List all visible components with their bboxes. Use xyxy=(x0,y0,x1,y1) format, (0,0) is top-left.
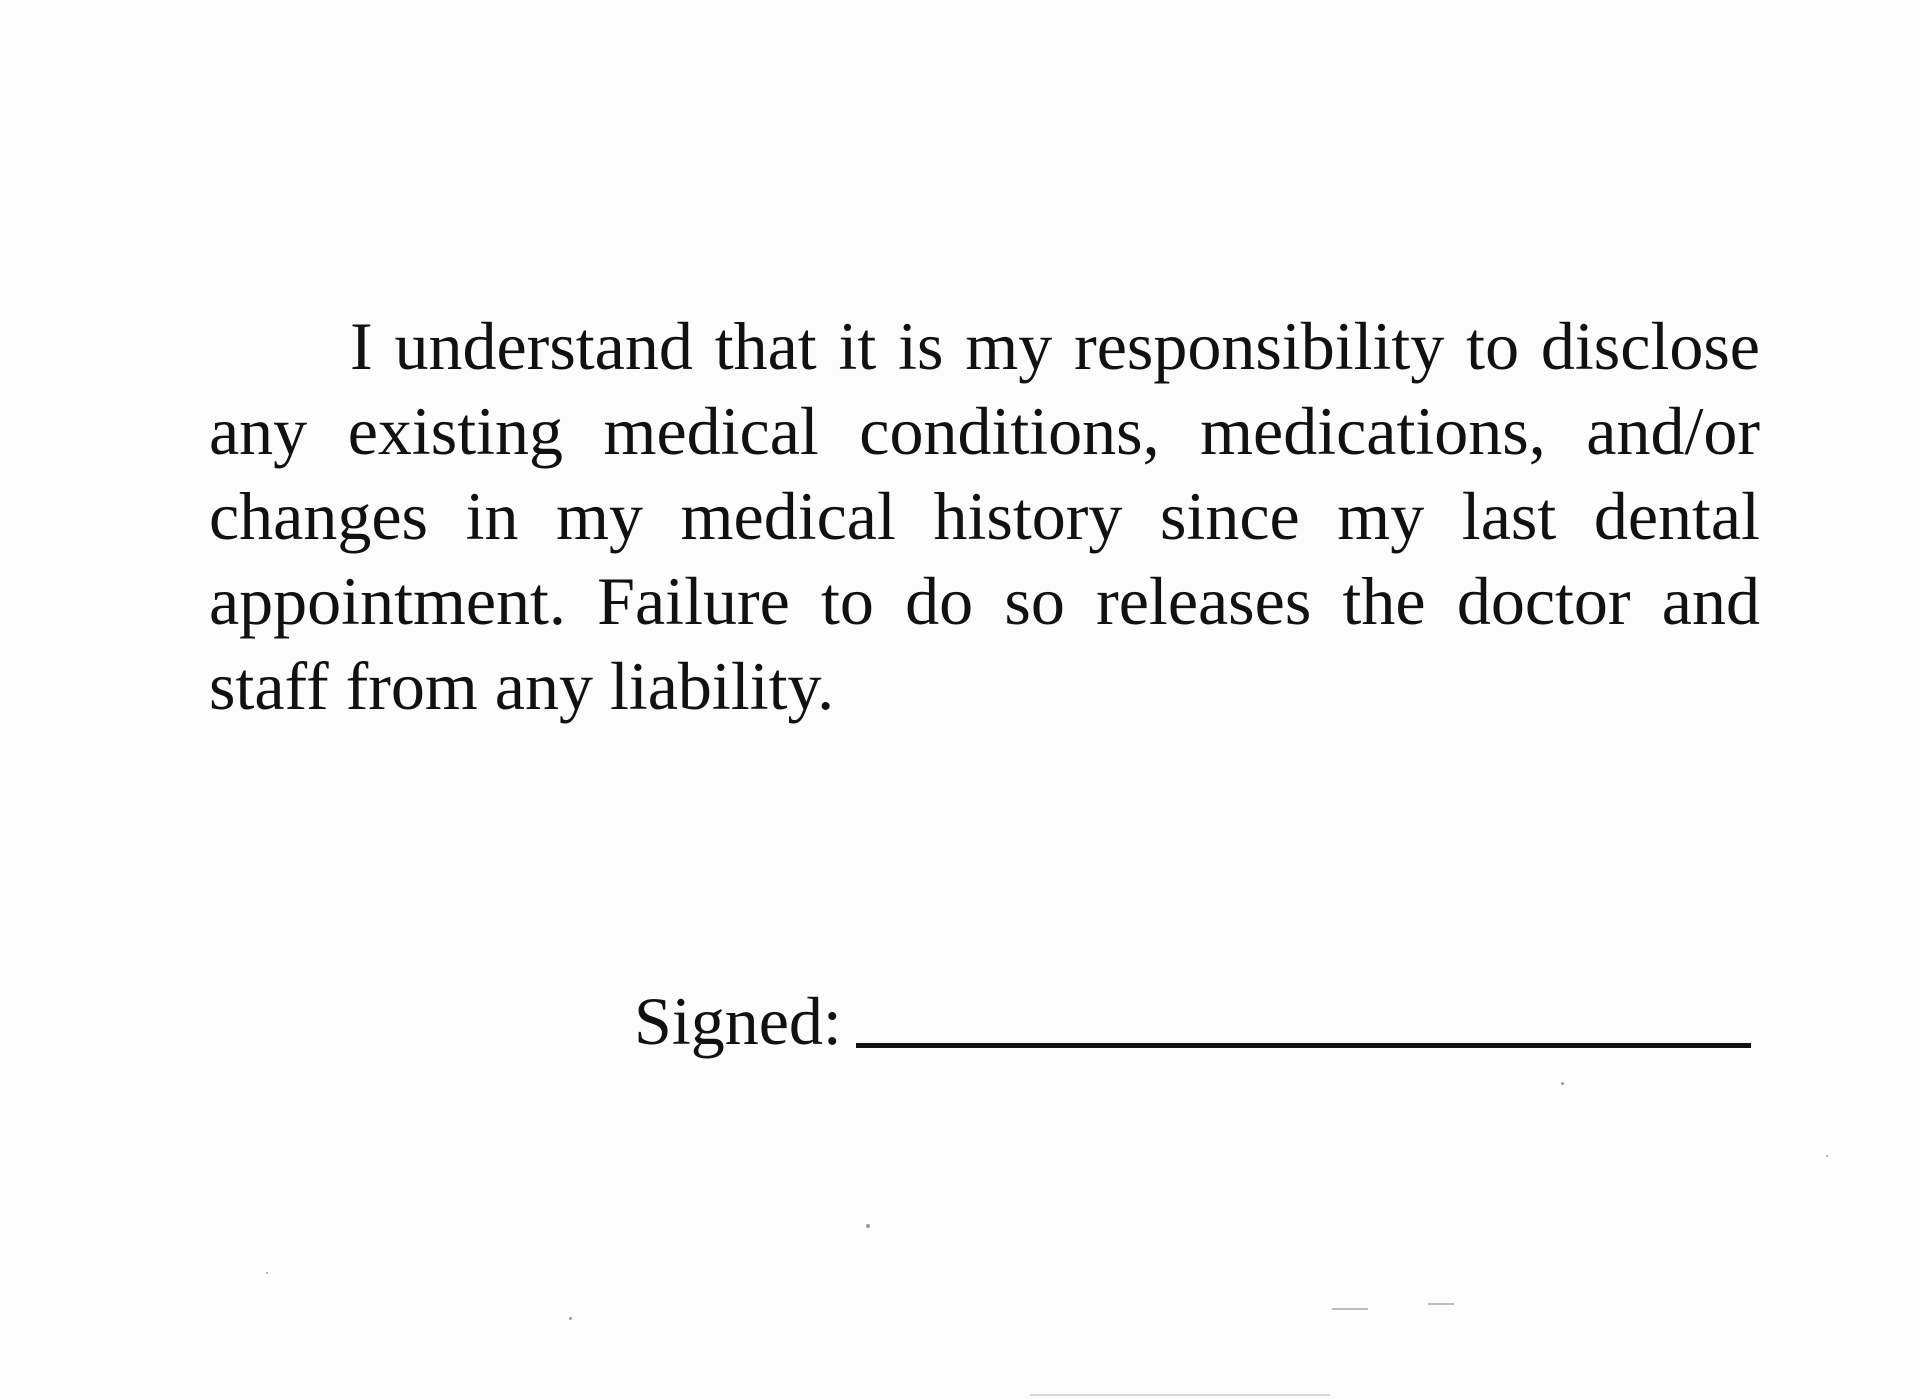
scan-mark xyxy=(1030,1394,1330,1396)
signature-line[interactable] xyxy=(856,1043,1751,1048)
scan-speck xyxy=(1561,1082,1564,1085)
scan-speck xyxy=(866,1224,870,1228)
disclosure-paragraph: I understand that it is my responsibility to disclose any existing medical conditions, medications, and/or changes in my medical history since my last dental appointment. Failure to do so releases the doctor and staff from any liability. xyxy=(209,308,1760,724)
signature-block xyxy=(634,982,1751,1072)
scan-speck xyxy=(266,1272,268,1274)
scan-mark xyxy=(1332,1308,1368,1310)
scan-speck xyxy=(569,1317,572,1320)
signature-label: Signed: xyxy=(634,983,842,1059)
scan-mark xyxy=(1428,1303,1454,1305)
scan-speck xyxy=(1826,1155,1828,1157)
